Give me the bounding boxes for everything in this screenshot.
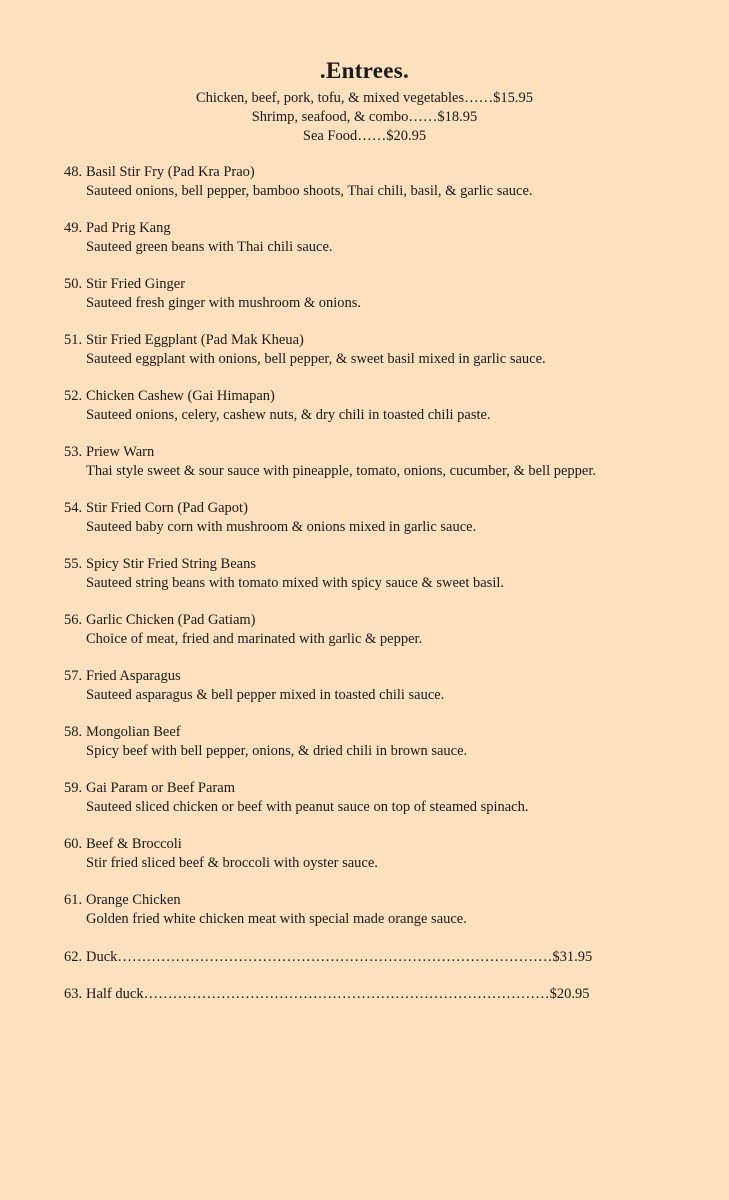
item-number: 52.	[64, 388, 83, 404]
menu-item	[64, 723, 704, 779]
menu-item	[64, 667, 704, 723]
menu-item	[64, 891, 704, 947]
item-description: Spicy beef with bell pepper, onions, & dried chili in brown sauce.	[86, 743, 468, 759]
item-number: 49.	[64, 220, 83, 236]
item-name-price: Half duck…………………………………………………………………………$20.95	[86, 986, 590, 1002]
item-name: Spicy Stir Fried String Beans	[86, 556, 256, 572]
item-number: 55.	[64, 556, 83, 572]
item-description: Sauteed baby corn with mushroom & onions mixed in garlic sauce.	[86, 519, 477, 535]
page-title: .Entrees.	[319, 58, 410, 83]
item-description: Golden fried white chicken meat with special made orange sauce.	[86, 911, 467, 927]
item-number: 50.	[64, 276, 83, 292]
item-name: Stir Fried Eggplant (Pad Mak Kheua)	[86, 332, 304, 348]
item-name-price: Duck………………………………………………………………………………$31.95	[86, 949, 593, 965]
item-name: Priew Warn	[86, 444, 155, 460]
menu-item	[64, 611, 704, 667]
item-name: Gai Param or Beef Param	[86, 780, 235, 796]
menu-item	[64, 163, 704, 219]
item-number: 54.	[64, 500, 83, 516]
item-name: Stir Fried Ginger	[86, 276, 186, 292]
price-line-shrimp: Shrimp, seafood, & combo……$18.95	[251, 109, 478, 125]
item-name: Chicken Cashew (Gai Himapan)	[86, 388, 275, 404]
item-number: 63.	[64, 986, 83, 1002]
item-description: Choice of meat, fried and marinated with garlic & pepper.	[86, 631, 423, 647]
item-description: Sauteed onions, bell pepper, bamboo shoots, Thai chili, basil, & garlic sauce.	[86, 183, 533, 199]
priced-item-half-duck	[64, 985, 704, 1022]
menu-item	[64, 219, 704, 275]
item-name: Pad Prig Kang	[86, 220, 171, 236]
item-name: Orange Chicken	[86, 892, 181, 908]
item-description: Thai style sweet & sour sauce with pineapple, tomato, onions, cucumber, & bell pepper.	[86, 463, 597, 479]
price-line-mixed: Chicken, beef, pork, tofu, & mixed vegetables……$15.95	[195, 90, 534, 106]
item-number: 51.	[64, 332, 83, 348]
item-description: Sauteed sliced chicken or beef with peanut sauce on top of steamed spinach.	[86, 799, 529, 815]
item-number: 61.	[64, 892, 83, 908]
price-summary	[0, 89, 729, 146]
price-line-seafood: Sea Food……$20.95	[302, 128, 427, 144]
item-name: Stir Fried Corn (Pad Gapot)	[86, 500, 248, 516]
menu-item	[64, 499, 704, 555]
item-name: Garlic Chicken (Pad Gatiam)	[86, 612, 256, 628]
item-number: 48.	[64, 164, 83, 180]
item-name: Basil Stir Fry (Pad Kra Prao)	[86, 164, 255, 180]
item-name: Mongolian Beef	[86, 724, 181, 740]
menu-item	[64, 275, 704, 331]
item-description: Stir fried sliced beef & broccoli with oyster sauce.	[86, 855, 378, 871]
item-number: 56.	[64, 612, 83, 628]
item-number: 57.	[64, 668, 83, 684]
priced-item-duck	[64, 948, 704, 985]
item-name: Fried Asparagus	[86, 668, 181, 684]
item-number: 62.	[64, 949, 83, 965]
item-description: Sauteed eggplant with onions, bell pepper, & sweet basil mixed in garlic sauce.	[86, 351, 546, 367]
item-number: 58.	[64, 724, 83, 740]
menu-item	[64, 331, 704, 387]
menu-item	[64, 779, 704, 835]
menu-item	[64, 443, 704, 499]
priced-item-list	[64, 948, 704, 1022]
menu-item	[64, 835, 704, 891]
menu-item	[64, 555, 704, 611]
entree-list	[64, 163, 704, 947]
item-description: Sauteed onions, celery, cashew nuts, & dry chili in toasted chili paste.	[86, 407, 491, 423]
item-description: Sauteed green beans with Thai chili sauce.	[86, 239, 333, 255]
item-description: Sauteed fresh ginger with mushroom & onions.	[86, 295, 362, 311]
item-number: 53.	[64, 444, 83, 460]
menu-item	[64, 387, 704, 443]
item-number: 59.	[64, 780, 83, 796]
item-description: Sauteed asparagus & bell pepper mixed in toasted chili sauce.	[86, 687, 445, 703]
item-description: Sauteed string beans with tomato mixed with spicy sauce & sweet basil.	[86, 575, 505, 591]
item-number: 60.	[64, 836, 83, 852]
item-name: Beef & Broccoli	[86, 836, 182, 852]
